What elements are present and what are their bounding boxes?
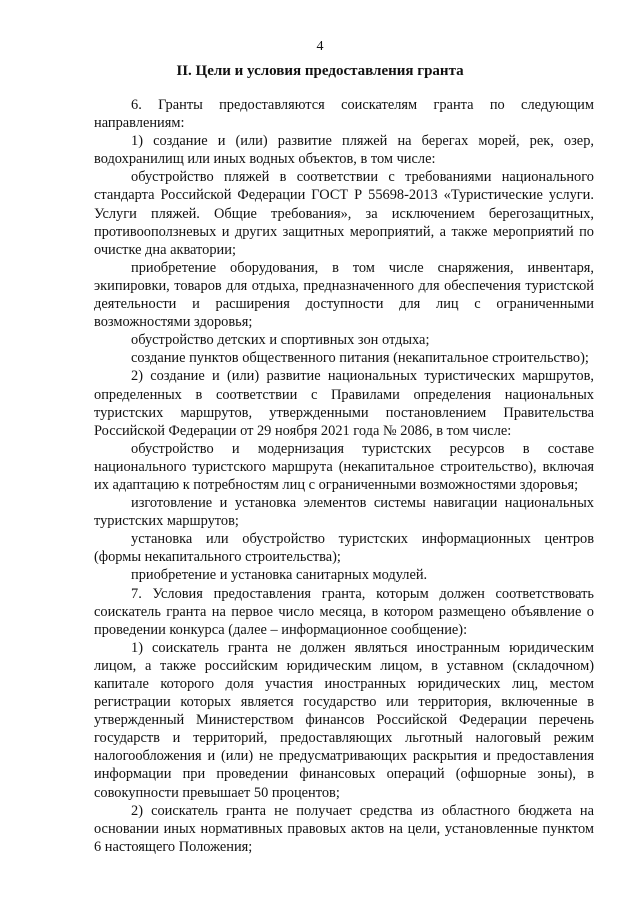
paragraph: 2) создание и (или) развитие национальных туристических маршрутов, определенных в соответствии с Правилами определения национальных туристских маршрутов, утвержденными постановлением Правительства Российской Федерации от 29 ноября 2021 года № 2086, в том числе: [94, 368, 594, 439]
paragraph: 7. Условия предоставления гранта, которым должен соответствовать соискатель гранта на первое число месяца, в котором размещено объявление о проведении конкурса (далее – информационное сообщение): [94, 585, 594, 638]
section-title: II. Цели и условия предоставления гранта [176, 63, 464, 79]
paragraph: 6. Гранты предоставляются соискателям гранта по следующим направлениям: [94, 97, 594, 132]
paragraph: 1) соискатель гранта не должен являться иностранным юридическим лицом, а также российским юридическим лицом, в уставном (складочном) капитале которого доля участия иностранных юридических лиц, местом регистрации которых является государство или территория, включенные в утвержденный Министерством финансов Российской Федерации перечень государств и территорий, предоставляющих льготный налоговый режим налогообложения и (или) не предусматривающих раскрытия и предоставления информации при проведении финансовых операций (офшорные зоны), в совокупности превышает 50 процентов; [94, 639, 594, 801]
paragraph: 2) соискатель гранта не получает средства из областного бюджета на основании иных нормативных правовых актов на цели, установленные пунктом 6 настоящего Положения; [94, 802, 594, 855]
paragraph: обустройство детских и спортивных зон отдыха; [131, 332, 430, 349]
document-body [94, 96, 594, 856]
paragraph: создание пунктов общественного питания (некапитальное строительство); [131, 350, 589, 367]
paragraph: обустройство и модернизация туристских ресурсов в составе национального туристского маршрута (некапитальное строительство), включая их адаптацию к потребностям лиц с ограниченными возможностями здоровья; [94, 440, 594, 493]
page-number: 4 [316, 39, 324, 54]
paragraph: 1) создание и (или) развитие пляжей на берегах морей, рек, озер, водохранилищ или иных водных объектов, в том числе: [94, 133, 594, 168]
paragraph: обустройство пляжей в соответствии с требованиями национального стандарта Российской Федерации ГОСТ Р 55698-2013 «Туристические услуги. Услуги пляжей. Общие требования», за исключением берегозащитных, противооползневых и других защитных мероприятий, а также мероприятий по очистке дна акватории; [94, 169, 594, 258]
paragraph: приобретение и установка санитарных модулей. [131, 567, 428, 584]
paragraph: приобретение оборудования, в том числе снаряжения, инвентаря, экипировки, товаров для отдыха, предназначенного для обеспечения туристской деятельности и расширения доступности для лиц с ограниченными возможностями здоровья; [94, 259, 594, 331]
paragraph: изготовление и установка элементов системы навигации национальных туристских маршрутов; [94, 495, 594, 530]
paragraph: установка или обустройство туристских информационных центров (формы некапитального строительства); [94, 531, 594, 566]
